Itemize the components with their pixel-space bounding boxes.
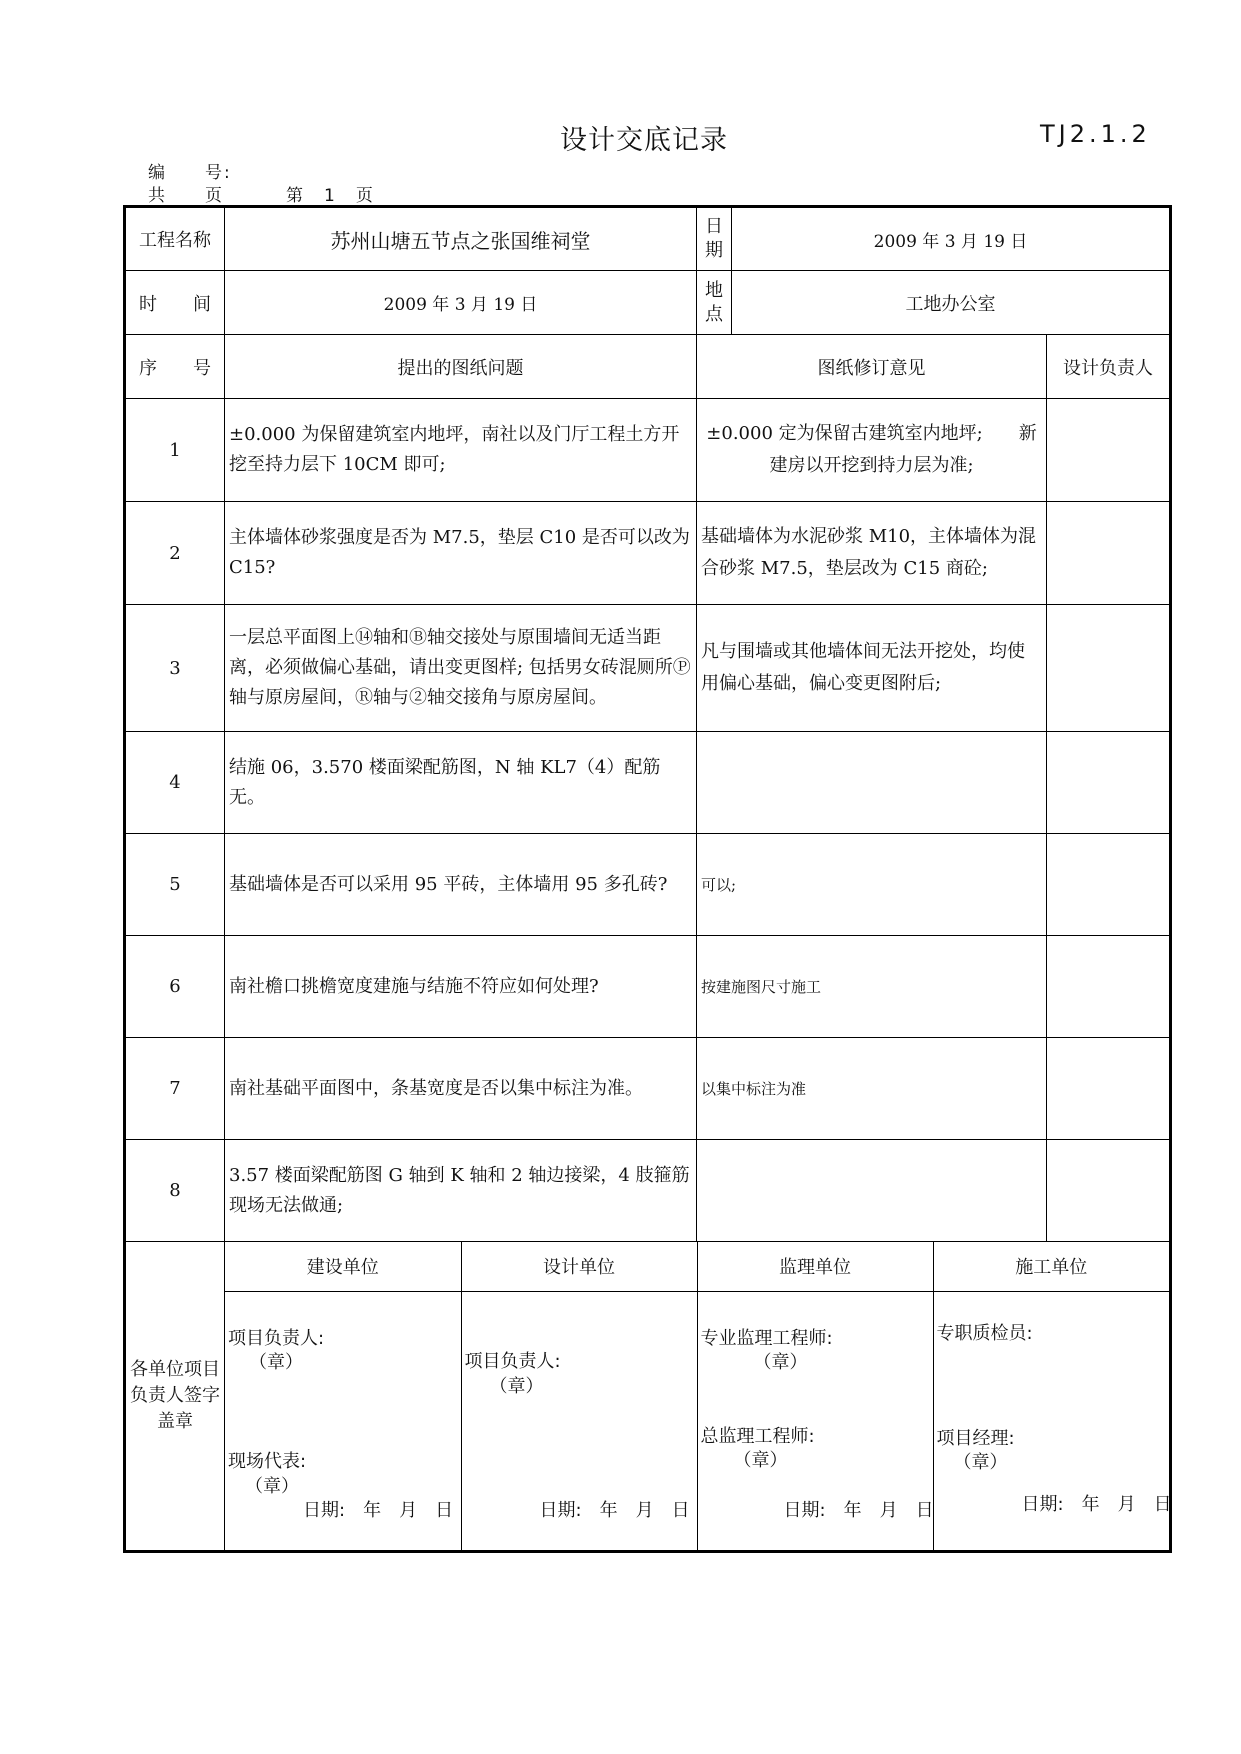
row-opinion: 凡与围墙或其他墙体间无法开挖处，均使用偏心基础，偏心变更图附后; [697, 605, 1047, 732]
row-question: 3.57 楼面梁配筋图 G 轴到 K 轴和 2 轴边接梁，4 肢箍筋现场无法做通; [225, 1140, 697, 1242]
time-row [125, 271, 1171, 335]
signature-cell-supervision [697, 1291, 933, 1550]
date-label-text: 日期 [705, 216, 723, 261]
number-label: 编 号: [148, 163, 232, 183]
row-question: 结施 06，3.570 楼面梁配筋图，N 轴 KL7（4）配筋无。 [225, 732, 697, 834]
row-number: 2 [125, 502, 225, 605]
row-number: 6 [125, 936, 225, 1038]
signature-area [225, 1242, 1171, 1552]
signature-fields [225, 1291, 1169, 1550]
row-opinion: ±0.000 定为保留古建筑室内地坪; 新建房以开挖到持力层为准; [697, 399, 1047, 502]
sign-line: 项目经理: [936, 1427, 1015, 1449]
date-line: 日期: 年 月 日 [303, 1499, 454, 1521]
date-value: 2009 年 3 月 19 日 [732, 207, 1171, 271]
row-question: 主体墙体砂浆强度是否为 M7.5，垫层 C10 是否可以改为 C15? [225, 502, 697, 605]
signature-table [225, 1242, 1172, 1550]
place-label [697, 271, 732, 335]
signature-row-label [125, 1242, 225, 1552]
column-designer: 设计负责人 [1047, 335, 1171, 399]
signature-cell-contractor [933, 1291, 1172, 1550]
stamp-label: （章） [753, 1351, 808, 1373]
unit-name-contractor: 施工单位 [933, 1242, 1169, 1291]
sign-line: 项目负责人: [464, 1350, 561, 1372]
place-value: 工地办公室 [732, 271, 1171, 335]
row-opinion: 基础墙体为水泥砂浆 M10，主体墙体为混合砂浆 M7.5，垫层改为 C15 商砼; [697, 502, 1047, 605]
stamp-label: （章） [733, 1449, 788, 1471]
document-code: TJ2.1.2 [1040, 120, 1151, 148]
table-row [125, 834, 1171, 936]
sign-line: 项目负责人: [228, 1327, 325, 1349]
row-designer [1047, 732, 1171, 834]
row-designer [1047, 399, 1171, 502]
stamp-label: （章） [489, 1375, 544, 1397]
sign-line: 专业监理工程师: [700, 1327, 833, 1349]
row-question: 一层总平面图上⑭轴和Ⓑ轴交接处与原围墙间无适当距离，必须做偏心基础，请出变更图样; 包括男女砖混厕所Ⓟ轴与原房屋间，Ⓡ轴与②轴交接角与原房屋间。 [225, 605, 697, 732]
column-question: 提出的图纸问题 [225, 335, 697, 399]
column-opinion: 图纸修订意见 [697, 335, 1047, 399]
row-number: 1 [125, 399, 225, 502]
table-row [125, 502, 1171, 605]
unit-name-supervision: 监理单位 [697, 1242, 933, 1291]
row-designer [1047, 936, 1171, 1038]
table-row [125, 605, 1171, 732]
project-label: 工程名称 [125, 207, 225, 271]
column-seq: 序 号 [125, 335, 225, 399]
row-question: ±0.000 为保留建筑室内地坪，南社以及门厅工程土方开挖至持力层下 10CM 即可; [225, 399, 697, 502]
sign-line: 现场代表: [228, 1450, 307, 1472]
time-value: 2009 年 3 月 19 日 [225, 271, 697, 335]
place-label-text: 地点 [705, 279, 723, 325]
row-opinion: 以集中标注为准 [697, 1038, 1047, 1140]
signature-row [125, 1242, 1171, 1552]
row-question: 基础墙体是否可以采用 95 平砖，主体墙用 95 多孔砖? [225, 834, 697, 936]
page-current-label: 第 1 页 [286, 186, 375, 206]
date-label [697, 207, 732, 271]
row-opinion [697, 732, 1047, 834]
date-line: 日期: 年 月 日 [539, 1499, 690, 1521]
table-row [125, 936, 1171, 1038]
disclosure-table [123, 205, 1172, 1553]
row-designer [1047, 1140, 1171, 1242]
time-label: 时 间 [125, 271, 225, 335]
project-row [125, 207, 1171, 271]
row-designer [1047, 502, 1171, 605]
table-row [125, 1038, 1171, 1140]
table-row [125, 399, 1171, 502]
signature-cell-construction [225, 1291, 461, 1550]
unit-name-construction: 建设单位 [225, 1242, 461, 1291]
row-question: 南社基础平面图中，条基宽度是否以集中标注为准。 [225, 1038, 697, 1140]
date-line: 日期: 年 月 日 [1021, 1493, 1172, 1515]
stamp-label: （章） [245, 1475, 299, 1497]
signature-cell-design [461, 1291, 697, 1550]
stamp-label: （章） [249, 1351, 303, 1373]
row-opinion [697, 1140, 1047, 1242]
page-total-label: 共 页 [148, 186, 224, 206]
project-value: 苏州山塘五节点之张国维祠堂 [225, 207, 697, 271]
row-opinion: 按建施图尺寸施工 [697, 936, 1047, 1038]
row-question: 南社檐口挑檐宽度建施与结施不符应如何处理? [225, 936, 697, 1038]
row-number: 7 [125, 1038, 225, 1140]
table-row [125, 1140, 1171, 1242]
row-opinion: 可以; [697, 834, 1047, 936]
signature-row-label-text: 各单位项目负责人签字盖章 [130, 1358, 220, 1432]
stamp-label: （章） [953, 1451, 1008, 1473]
row-number: 4 [125, 732, 225, 834]
sign-line: 专职质检员: [936, 1322, 1033, 1344]
sign-line: 总监理工程师: [700, 1425, 815, 1447]
column-header-row [125, 335, 1171, 399]
table-row [125, 732, 1171, 834]
document-title: 设计交底记录 [560, 125, 728, 156]
signature-unit-names [225, 1242, 1169, 1291]
row-number: 5 [125, 834, 225, 936]
row-number: 3 [125, 605, 225, 732]
row-designer [1047, 834, 1171, 936]
row-designer [1047, 1038, 1171, 1140]
unit-name-design: 设计单位 [461, 1242, 697, 1291]
row-designer [1047, 605, 1171, 732]
date-line: 日期: 年 月 日 [783, 1499, 934, 1521]
row-number: 8 [125, 1140, 225, 1242]
